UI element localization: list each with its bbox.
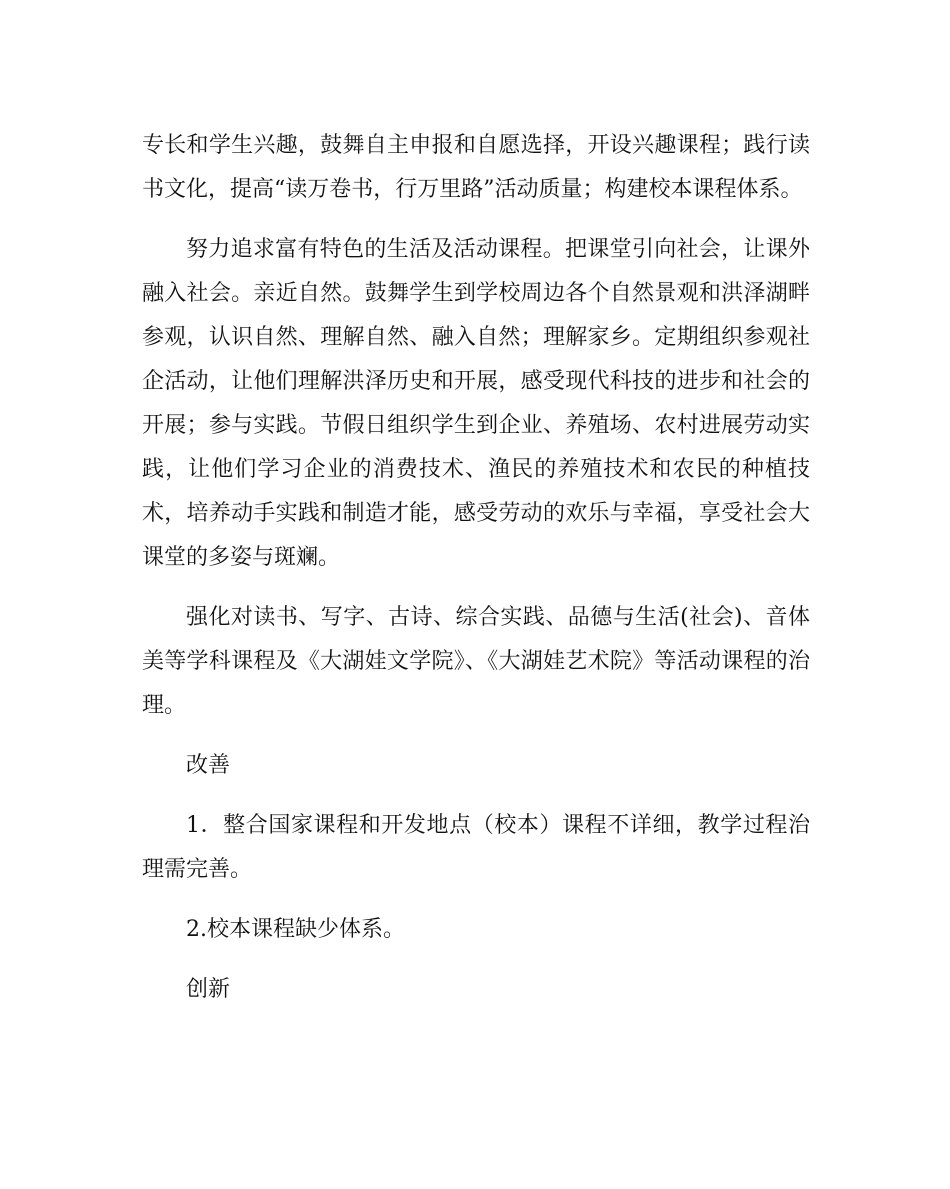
heading-improvement: 改善 xyxy=(186,753,231,778)
list-item-1: 1．整合国家课程和开发地点（校本）课程不详细，教学过程治理需完善。 xyxy=(142,813,810,882)
document-body xyxy=(142,124,810,1028)
paragraph-course-management: 强化对读书、写字、古诗、综合实践、品德与生活(社会)、音体美等学科课程及《大湖娃文学院》、《大湖娃艺术院》等活动课程的治理。 xyxy=(142,605,810,718)
paragraph-continuation: 专长和学生兴趣，鼓舞自主申报和自愿选择，开设兴趣课程；践行读书文化，提高“读万卷书，行万里路”活动质量；构建校本课程体系。 xyxy=(142,133,810,202)
paragraph-life-activity-courses: 努力追求富有特色的生活及活动课程。把课堂引向社会，让课外融入社会。亲近自然。鼓舞学生到学校周边各个自然景观和洪泽湖畔参观，认识自然、理解自然、融入自然；理解家乡。定期组织参观社企活动，让他们理解洪泽历史和开展，感受现代科技的进步和社会的开展；参与实践。节假日组织学生到企业、养殖场、农村进展劳动实践，让他们学习企业的消费技术、渔民的养殖技术和农民的种植技术，培养动手实践和制造才能，感受劳动的欢乐与幸福，享受社会大课堂的多姿与斑斓。 xyxy=(142,237,810,570)
heading-innovation: 创新 xyxy=(186,977,231,1002)
list-item-2: 2.校本课程缺少体系。 xyxy=(186,917,405,942)
